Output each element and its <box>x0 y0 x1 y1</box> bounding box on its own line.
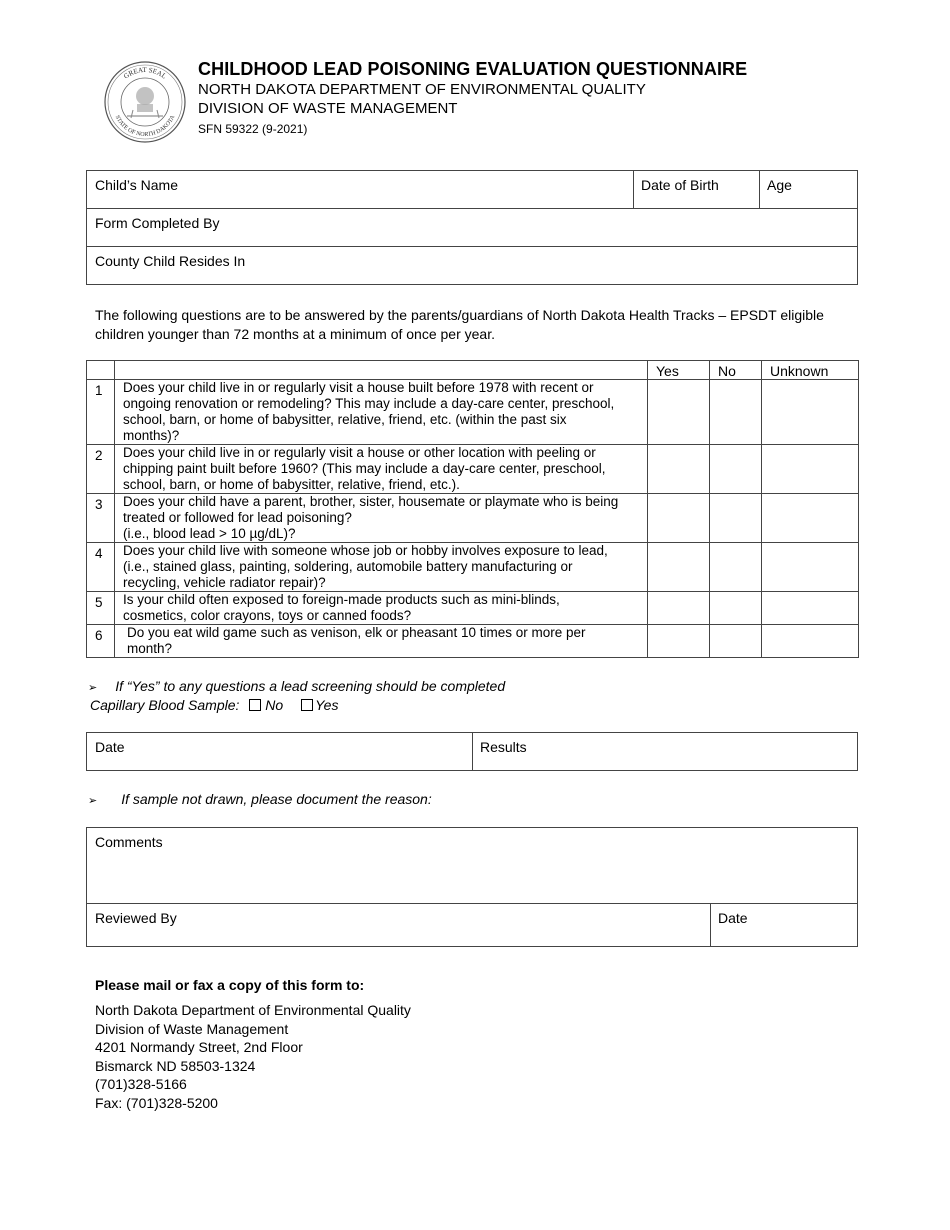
table-row <box>87 380 859 445</box>
questions-table <box>86 360 859 658</box>
no-option-label: No <box>265 697 284 713</box>
unknown-cell[interactable] <box>762 380 859 445</box>
department-name: NORTH DAKOTA DEPARTMENT OF ENVIRONMENTAL QUALITY <box>198 81 646 98</box>
question-line: (i.e., blood lead > 10 µg/dL)? <box>123 526 296 541</box>
arrow-bullet-icon: ➢ <box>88 795 98 807</box>
yes-cell[interactable] <box>648 494 710 543</box>
question-line: chipping paint built before 1960? (This may include a day-care center, preschool, <box>123 461 606 476</box>
reviewed-by-label: Reviewed By <box>95 910 177 926</box>
sample-date-label: Date <box>95 739 125 755</box>
yes-header: Yes <box>648 361 710 380</box>
seal-bottom-text: STATE OF NORTH DAKOTA <box>113 114 177 139</box>
table-row <box>87 494 859 543</box>
question-number: 3 <box>87 494 115 543</box>
question-number: 4 <box>87 543 115 592</box>
unknown-cell[interactable] <box>762 543 859 592</box>
phone-line: (701)328-5166 <box>95 1076 187 1093</box>
review-section <box>86 827 858 947</box>
question-text <box>115 592 648 625</box>
question-line: Does your child live in or regularly visit a house built before 1978 with recent or <box>123 380 594 395</box>
age-label: Age <box>767 177 792 193</box>
question-text <box>115 543 648 592</box>
no-checkbox[interactable] <box>249 699 261 711</box>
yes-cell[interactable] <box>648 543 710 592</box>
question-line: school, barn, or home of babysitter, relative, friend, etc. (within the past six <box>123 412 567 427</box>
form-number: SFN 59322 (9-2021) <box>198 122 308 136</box>
table-row <box>87 543 859 592</box>
capillary-sample-row <box>90 697 338 713</box>
question-line: Is your child often exposed to foreign-made products such as mini-blinds, <box>123 592 560 607</box>
question-line: treated or followed for lead poisoning? <box>123 510 352 525</box>
table-header-row <box>87 361 859 380</box>
unknown-cell[interactable] <box>762 445 859 494</box>
question-text <box>115 380 648 445</box>
childs-name-label: Child’s Name <box>95 177 178 193</box>
sample-date-field[interactable] <box>87 733 473 770</box>
number-header <box>87 361 115 380</box>
question-text <box>115 445 648 494</box>
division-name: DIVISION OF WASTE MANAGEMENT <box>198 100 458 117</box>
question-text <box>115 494 648 543</box>
arrow-bullet-icon: ➢ <box>88 682 98 694</box>
question-line: recycling, vehicle radiator repair)? <box>123 575 326 590</box>
table-row <box>87 592 859 625</box>
table-row <box>87 625 859 658</box>
form-completed-by-field[interactable] <box>87 208 857 247</box>
date-of-birth-label: Date of Birth <box>641 177 719 193</box>
state-seal-logo <box>103 58 187 146</box>
child-info-section <box>86 170 858 285</box>
question-line: Does your child live with someone whose job or hobby involves exposure to lead, <box>123 543 608 558</box>
question-text <box>115 625 648 658</box>
date-of-birth-field[interactable] <box>633 171 760 208</box>
mailing-address <box>95 1001 411 1113</box>
question-line: school, barn, or home of babysitter, relative, friend, etc.). <box>123 477 460 492</box>
no-cell[interactable] <box>710 625 762 658</box>
seal-top-text: GREAT SEAL <box>122 65 168 81</box>
question-line: Does your child live in or regularly visit a house or other location with peeling or <box>123 445 596 460</box>
childs-name-field[interactable] <box>87 171 634 208</box>
review-date-label: Date <box>718 910 748 926</box>
question-number: 5 <box>87 592 115 625</box>
capillary-label: Capillary Blood Sample: <box>90 697 240 713</box>
address-line: 4201 Normandy Street, 2nd Floor <box>95 1039 303 1056</box>
question-number: 6 <box>87 625 115 658</box>
results-field[interactable] <box>472 733 857 770</box>
no-cell[interactable] <box>710 380 762 445</box>
reviewed-by-field[interactable] <box>87 903 711 947</box>
question-number: 2 <box>87 445 115 494</box>
address-line: Bismarck ND 58503-1324 <box>95 1057 256 1074</box>
question-line: ongoing renovation or remodeling? This may include a day-care center, preschool, <box>123 396 615 411</box>
form-completed-by-label: Form Completed By <box>95 215 220 231</box>
instructions-paragraph: The following questions are to be answered by the parents/guardians of North Dakota Health Tracks – EPSDT eligible children younger than 72 months at a minimum of once per year. <box>95 307 824 342</box>
question-line: cosmetics, color crayons, toys or canned foods? <box>123 608 412 623</box>
question-line: Does your child have a parent, brother, sister, housemate or playmate who is being <box>123 494 619 509</box>
no-cell[interactable] <box>710 592 762 625</box>
yes-cell[interactable] <box>648 445 710 494</box>
date-results-section <box>86 732 858 771</box>
question-line: months)? <box>123 428 180 443</box>
age-field[interactable] <box>759 171 857 208</box>
address-line: North Dakota Department of Environmental Quality <box>95 1002 411 1018</box>
question-number: 1 <box>87 380 115 445</box>
yes-checkbox[interactable] <box>301 699 313 711</box>
yes-cell[interactable] <box>648 380 710 445</box>
results-label: Results <box>480 739 527 755</box>
fax-line: Fax: (701)328-5200 <box>95 1094 218 1111</box>
screening-note <box>88 678 505 694</box>
comments-field[interactable] <box>87 828 857 903</box>
table-row <box>87 445 859 494</box>
comments-label: Comments <box>95 834 163 850</box>
unknown-cell[interactable] <box>762 592 859 625</box>
screening-note-text: If “Yes” to any questions a lead screening should be completed <box>115 678 506 694</box>
yes-option-label: Yes <box>315 697 339 713</box>
yes-cell[interactable] <box>648 592 710 625</box>
address-line: Division of Waste Management <box>95 1020 289 1037</box>
sample-not-drawn-text: If sample not drawn, please document the reason: <box>121 791 432 807</box>
sample-not-drawn-note <box>88 791 432 807</box>
yes-cell[interactable] <box>648 625 710 658</box>
county-label: County Child Resides In <box>95 253 246 269</box>
no-cell[interactable] <box>710 494 762 543</box>
form-title: CHILDHOOD LEAD POISONING EVALUATION QUESTIONNAIRE <box>198 59 748 79</box>
unknown-header: Unknown <box>762 361 859 380</box>
unknown-cell[interactable] <box>762 625 859 658</box>
no-cell[interactable] <box>710 543 762 592</box>
question-line: (i.e., stained glass, painting, soldering, automobile battery manufacturing or <box>123 559 573 574</box>
question-line: Do you eat wild game such as venison, elk or pheasant 10 times or more per <box>127 625 586 640</box>
mailing-heading: Please mail or fax a copy of this form to: <box>95 977 365 993</box>
review-date-field[interactable] <box>710 903 857 947</box>
no-cell[interactable] <box>710 445 762 494</box>
unknown-cell[interactable] <box>762 494 859 543</box>
question-line: month? <box>127 641 173 656</box>
no-header: No <box>710 361 762 380</box>
county-field[interactable] <box>87 246 857 285</box>
question-header <box>115 361 648 380</box>
